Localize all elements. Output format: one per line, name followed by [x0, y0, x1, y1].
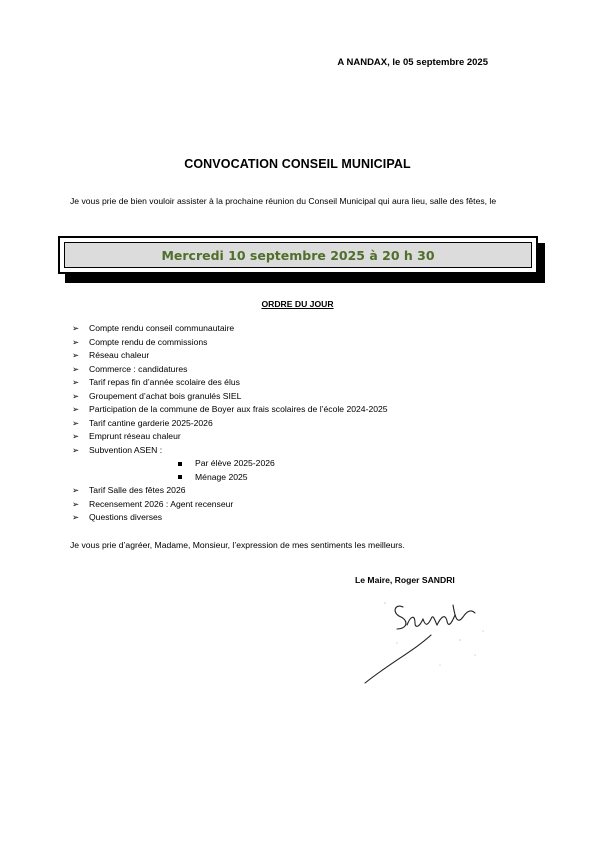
document-title: CONVOCATION CONSEIL MUNICIPAL [184, 157, 411, 171]
arrowhead-bullet-icon: ➢ [72, 431, 80, 441]
agenda-sub-item [72, 457, 542, 471]
agenda-item-label: Tarif repas fin d’année scolaire des élus [89, 377, 240, 387]
agenda-item [72, 498, 542, 512]
agenda-item [72, 430, 542, 444]
agenda-item [72, 336, 542, 350]
place-date: A NANDAX, le 05 septembre 2025 [337, 57, 488, 68]
agenda-item [72, 390, 542, 404]
arrowhead-bullet-icon: ➢ [72, 377, 80, 387]
arrowhead-bullet-icon: ➢ [72, 444, 80, 455]
agenda-item [72, 417, 542, 431]
agenda-item-label: Réseau chaleur [89, 350, 150, 360]
agenda-item [72, 484, 542, 498]
handwritten-signature [345, 595, 495, 690]
agenda-item-label: Commerce : candidatures [89, 363, 188, 374]
date-box-inner [64, 242, 532, 268]
meeting-date: Mercredi 10 septembre 2025 à 20 h 30 [161, 247, 435, 263]
intro-paragraph: Je vous prie de bien vouloir assister à la prochaine réunion du Conseil Municipal qui aura lieu, salle des fêtes, le [70, 196, 497, 206]
agenda-item-label: Emprunt réseau chaleur [89, 431, 181, 441]
agenda-item-label: Compte rendu conseil communautaire [89, 323, 235, 333]
agenda-item [72, 363, 542, 377]
agenda-sub-item [72, 471, 542, 485]
arrowhead-bullet-icon: ➢ [72, 485, 80, 495]
arrowhead-bullet-icon: ➢ [72, 404, 80, 414]
agenda-item [72, 444, 542, 458]
arrowhead-bullet-icon: ➢ [72, 390, 80, 401]
signatory-name: Le Maire, Roger SANDRI [355, 575, 455, 585]
square-bullet-icon [178, 462, 182, 466]
date-box [58, 236, 538, 274]
agenda-item-label: Subvention ASEN : [89, 444, 163, 455]
agenda-item [72, 403, 542, 417]
agenda-item-label: Participation de la commune de Boyer aux frais scolaires de l’école 2024-2025 [89, 404, 388, 414]
closing-paragraph: Je vous prie d’agréer, Madame, Monsieur, l’expression de mes sentiments les meilleurs. [70, 540, 405, 550]
agenda-item-label: Questions diverses [89, 512, 163, 522]
arrowhead-bullet-icon: ➢ [72, 363, 80, 374]
agenda-item-label: Recensement 2026 : Agent recenseur [89, 498, 234, 509]
arrowhead-bullet-icon: ➢ [72, 512, 80, 522]
agenda-item [72, 322, 542, 336]
agenda-item-label: Compte rendu de commissions [89, 336, 208, 347]
agenda-list [72, 322, 542, 525]
agenda-title: ORDRE DU JOUR [261, 299, 334, 309]
arrowhead-bullet-icon: ➢ [72, 323, 80, 333]
agenda-item-label: Tarif cantine garderie 2025-2026 [89, 417, 213, 428]
agenda-item [72, 511, 542, 525]
agenda-item [72, 349, 542, 363]
agenda-item-label: Tarif Salle des fêtes 2026 [89, 485, 186, 495]
agenda-sub-item-label: Ménage 2025 [195, 471, 248, 482]
agenda-item [72, 376, 542, 390]
arrowhead-bullet-icon: ➢ [72, 498, 80, 509]
agenda-sub-item-label: Par élève 2025-2026 [195, 458, 275, 468]
arrowhead-bullet-icon: ➢ [72, 350, 80, 360]
arrowhead-bullet-icon: ➢ [72, 417, 80, 428]
agenda-item-label: Groupement d’achat bois granulés SIEL [89, 390, 242, 401]
square-bullet-icon [178, 475, 182, 479]
arrowhead-bullet-icon: ➢ [72, 336, 80, 347]
